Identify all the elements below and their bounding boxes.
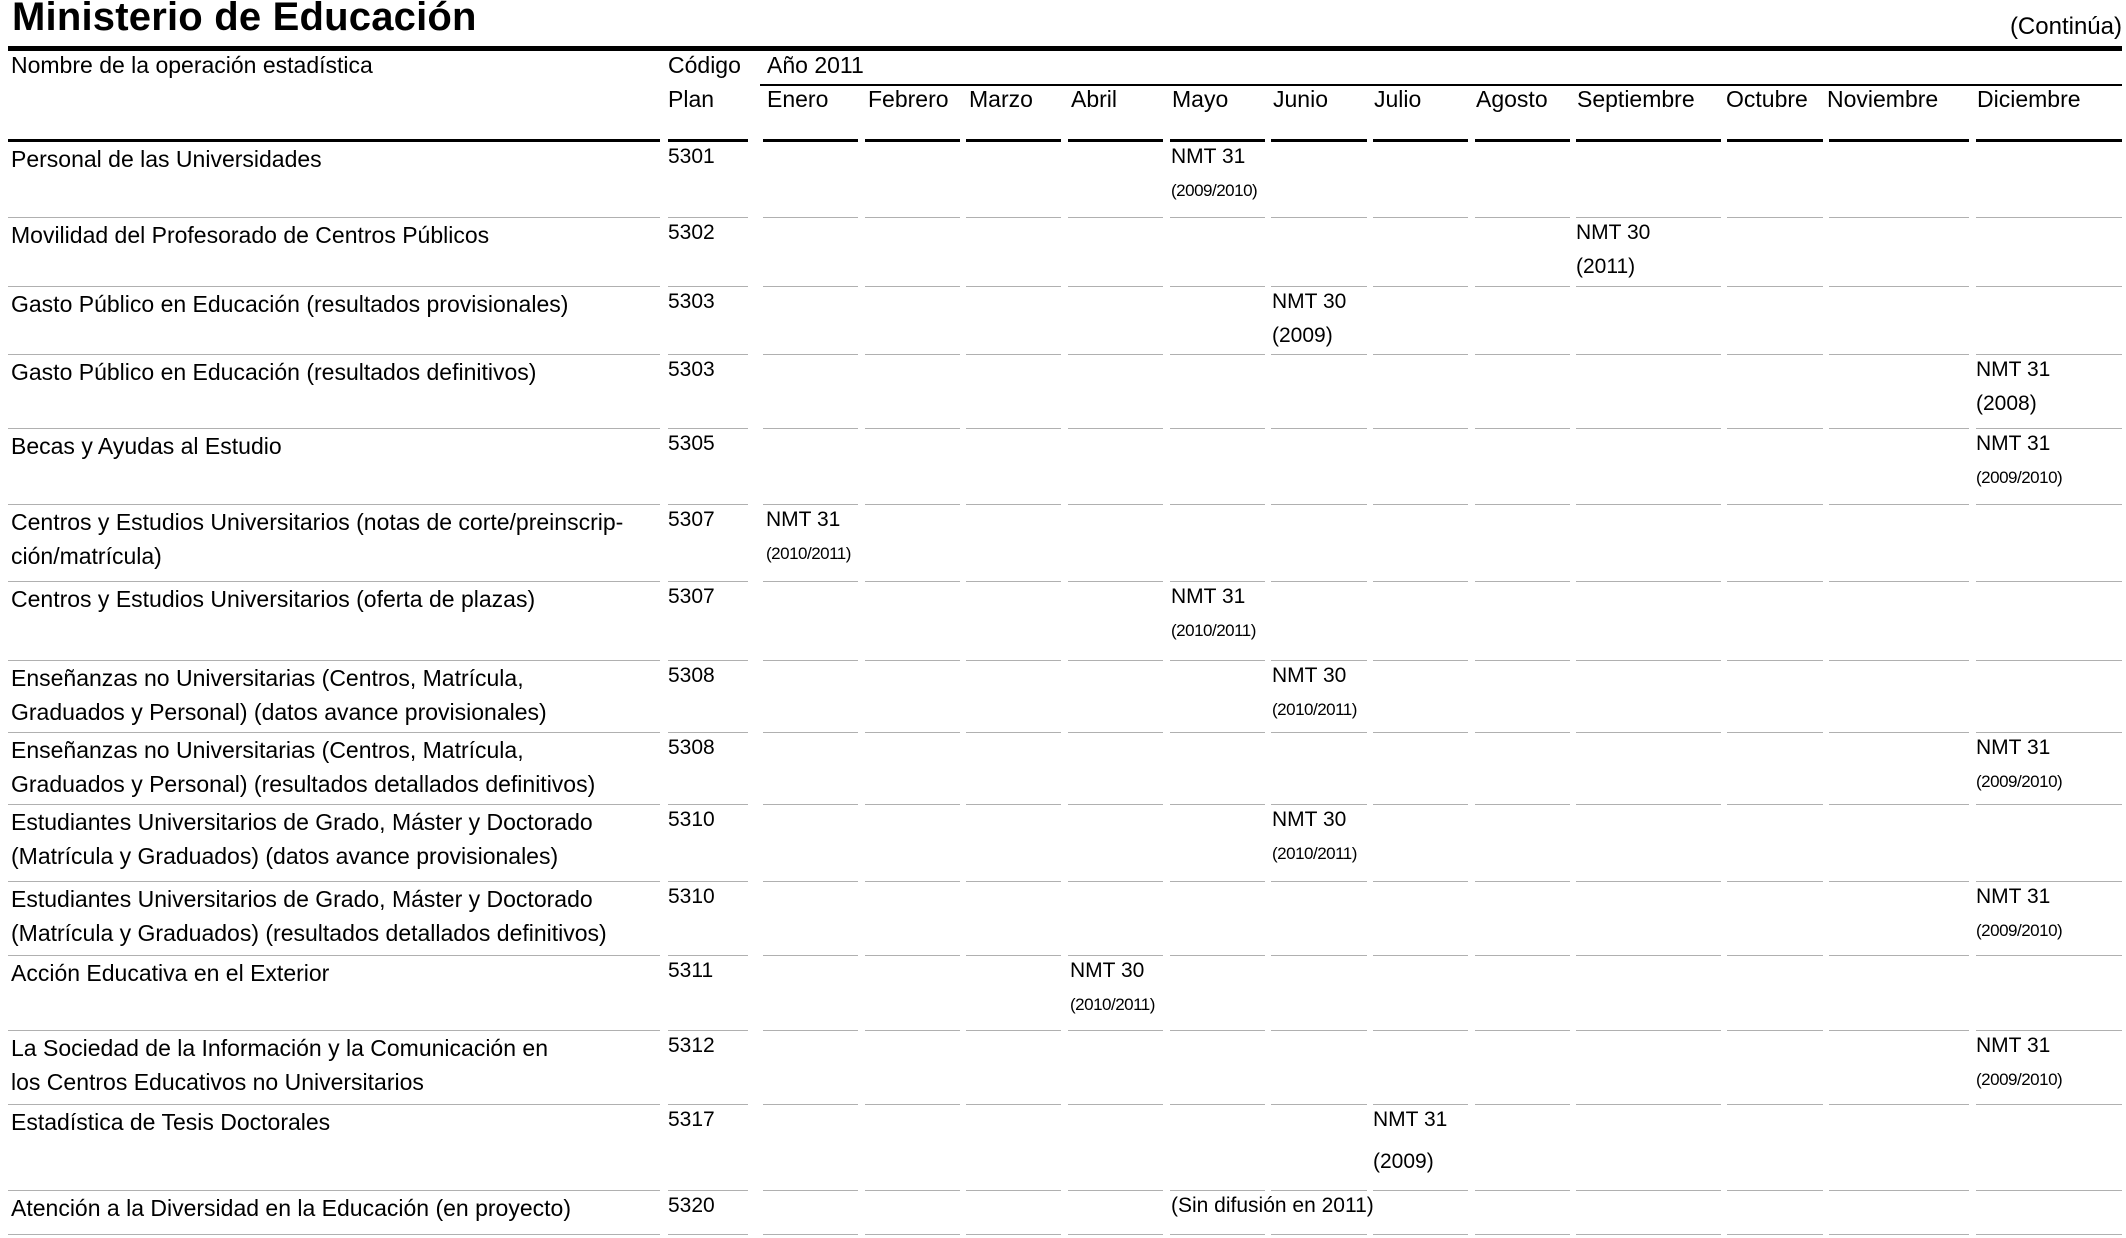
row-separator (865, 1030, 960, 1031)
plan-code: 5303 (668, 290, 715, 313)
row-separator (1373, 732, 1468, 733)
row-separator (1576, 660, 1721, 661)
row-separator (1373, 217, 1468, 218)
plan-code: 5311 (668, 959, 714, 982)
row-separator (1373, 581, 1468, 582)
reference-period: (2009/2010) (1976, 772, 2063, 791)
row-separator (966, 660, 1061, 661)
row-separator (1170, 804, 1265, 805)
row-separator (1576, 1030, 1721, 1031)
plan-code: 5312 (668, 1034, 715, 1057)
operation-name: Movilidad del Profesorado de Centros Públicos (11, 222, 490, 248)
month-header-9: Septiembre (1577, 86, 1695, 112)
row-separator (1271, 1030, 1367, 1031)
row-separator (1976, 804, 2122, 805)
publication-entry: NMT 30 (1272, 290, 1347, 313)
operation-name: Graduados y Personal) (datos avance provisionales) (11, 699, 547, 725)
row-separator (865, 1190, 960, 1191)
plan-code: 5320 (668, 1194, 715, 1217)
row-separator (1068, 1234, 1163, 1235)
reference-period: (2009) (1373, 1150, 1434, 1173)
row-separator (865, 881, 960, 882)
row-separator (1976, 955, 2122, 956)
row-separator (1373, 1190, 1468, 1191)
row-separator (865, 354, 960, 355)
month-header-12: Diciembre (1977, 86, 2081, 112)
row-separator (1373, 955, 1468, 956)
row-separator (1475, 354, 1570, 355)
row-separator (1475, 1030, 1570, 1031)
row-separator (1373, 354, 1468, 355)
row-separator (1829, 581, 1969, 582)
row-separator (1373, 1030, 1468, 1031)
row-separator (1727, 1030, 1823, 1031)
row-separator (1170, 1030, 1265, 1031)
operation-name: Centros y Estudios Universitarios (oferta de plazas) (11, 586, 536, 612)
operation-name: Graduados y Personal) (resultados detallados definitivos) (11, 771, 596, 797)
row-separator (763, 881, 858, 882)
plan-code: 5301 (668, 145, 715, 168)
month-header-8: Agosto (1476, 86, 1548, 112)
reference-period: (2010/2011) (766, 544, 851, 563)
row-separator (865, 732, 960, 733)
row-separator (1475, 1104, 1570, 1105)
row-separator (1068, 881, 1163, 882)
row-separator (1475, 217, 1570, 218)
row-separator (1576, 955, 1721, 956)
row-separator (1475, 804, 1570, 805)
row-separator (966, 1234, 1061, 1235)
row-separator (1976, 286, 2122, 287)
row-separator (1829, 1030, 1969, 1031)
month-header-7: Julio (1374, 86, 1422, 112)
row-separator (865, 286, 960, 287)
month-header-4: Abril (1071, 86, 1118, 112)
header-underline (1373, 139, 1468, 142)
row-separator (1170, 1234, 1265, 1235)
row-separator (1976, 217, 2122, 218)
reference-period: (2011) (1576, 255, 1636, 278)
plan-code: 5310 (668, 808, 715, 831)
operation-name: (Matrícula y Graduados) (datos avance provisionales) (11, 843, 559, 869)
month-header-5: Mayo (1172, 86, 1229, 112)
row-separator (1068, 354, 1163, 355)
row-separator (1576, 428, 1721, 429)
row-separator (763, 581, 858, 582)
row-separator (1271, 581, 1367, 582)
plan-code: 5303 (668, 358, 715, 381)
row-separator (763, 660, 858, 661)
row-separator (1068, 286, 1163, 287)
row-separator (1475, 1234, 1570, 1235)
row-separator (1727, 732, 1823, 733)
row-separator (1829, 1190, 1969, 1191)
header-underline (1475, 139, 1570, 142)
publication-entry: NMT 30 (1272, 664, 1347, 687)
row-separator (1727, 660, 1823, 661)
row-separator (865, 660, 960, 661)
month-header-3: Marzo (969, 86, 1033, 112)
row-separator (1271, 881, 1367, 882)
column-header-name: Nombre de la operación estadística (11, 52, 373, 78)
row-separator (1727, 955, 1823, 956)
row-separator (966, 1030, 1061, 1031)
row-separator (1373, 804, 1468, 805)
row-separator (1068, 804, 1163, 805)
row-separator (1373, 504, 1468, 505)
row-separator (1829, 217, 1969, 218)
publication-entry: NMT 31 (1171, 145, 1246, 168)
row-separator (1976, 1190, 2122, 1191)
publication-entry: NMT 30 (1272, 808, 1347, 831)
row-separator (1373, 286, 1468, 287)
reference-period: (2010/2011) (1272, 844, 1357, 863)
row-separator (966, 1190, 1061, 1191)
header-underline (763, 139, 858, 142)
row-separator (1373, 1234, 1468, 1235)
row-separator (1829, 1234, 1969, 1235)
row-separator (966, 581, 1061, 582)
row-separator (1068, 504, 1163, 505)
month-header-11: Noviembre (1827, 86, 1939, 112)
row-separator (1727, 428, 1823, 429)
row-separator (1576, 286, 1721, 287)
row-separator (1576, 354, 1721, 355)
row-separator (1068, 660, 1163, 661)
row-separator (1373, 660, 1468, 661)
row-separator (763, 1190, 858, 1191)
row-separator (1271, 504, 1367, 505)
publication-entry: NMT 31 (1976, 432, 2051, 455)
row-separator (865, 1234, 960, 1235)
row-separator (1727, 504, 1823, 505)
row-separator (865, 581, 960, 582)
row-separator (763, 1104, 858, 1105)
reference-period: (2010/2011) (1272, 700, 1357, 719)
row-separator (1829, 804, 1969, 805)
row-separator (966, 732, 1061, 733)
row-separator (1475, 428, 1570, 429)
row-separator (1829, 881, 1969, 882)
publication-entry: (Sin difusión en 2011) (1171, 1194, 1374, 1217)
row-separator (763, 1030, 858, 1031)
row-separator (1727, 1190, 1823, 1191)
operation-name: (Matrícula y Graduados) (resultados detallados definitivos) (11, 920, 607, 946)
row-separator (668, 1234, 748, 1235)
row-separator (1170, 354, 1265, 355)
row-separator (1170, 732, 1265, 733)
row-separator (1271, 428, 1367, 429)
reference-period: (2009/2010) (1976, 921, 2063, 940)
row-separator (1271, 217, 1367, 218)
publication-entry: NMT 30 (1576, 221, 1651, 244)
row-separator (1829, 504, 1969, 505)
row-separator (1576, 881, 1721, 882)
row-separator (1068, 1030, 1163, 1031)
row-separator (1170, 217, 1265, 218)
publication-entry: NMT 31 (1976, 736, 2051, 759)
row-separator (1976, 1234, 2122, 1235)
row-separator (763, 732, 858, 733)
row-separator (1727, 1234, 1823, 1235)
column-header-plan: Plan (668, 86, 715, 112)
operation-name: La Sociedad de la Información y la Comunicación en (11, 1035, 548, 1061)
row-separator (966, 428, 1061, 429)
month-header-1: Enero (767, 86, 829, 112)
reference-period: (2010/2011) (1171, 621, 1256, 640)
row-separator (1068, 732, 1163, 733)
header-underline (1271, 139, 1367, 142)
row-separator (1475, 881, 1570, 882)
row-separator (1829, 732, 1969, 733)
header-underline (1829, 139, 1969, 142)
row-separator (966, 217, 1061, 218)
operation-name: Estadística de Tesis Doctorales (11, 1109, 331, 1135)
continued-note: (Continúa) (2009, 13, 2122, 40)
row-separator (966, 881, 1061, 882)
row-separator (966, 286, 1061, 287)
row-separator (1170, 881, 1265, 882)
row-separator (1068, 217, 1163, 218)
row-separator (1829, 660, 1969, 661)
row-separator (1068, 1104, 1163, 1105)
row-separator (1727, 1104, 1823, 1105)
header-underline (865, 139, 960, 142)
month-header-6: Junio (1273, 86, 1328, 112)
reference-period: (2008) (1976, 392, 2037, 415)
row-separator (763, 1234, 858, 1235)
row-separator (1576, 581, 1721, 582)
row-separator (1727, 286, 1823, 287)
row-separator (1170, 428, 1265, 429)
row-separator (1976, 660, 2122, 661)
row-separator (763, 217, 858, 218)
row-separator (1475, 732, 1570, 733)
row-separator (1976, 581, 2122, 582)
publication-entry: NMT 31 (1373, 1108, 1448, 1131)
header-underline (966, 139, 1061, 142)
reference-period: (2009/2010) (1171, 181, 1258, 200)
row-separator (1727, 804, 1823, 805)
operation-name: los Centros Educativos no Universitarios (11, 1069, 424, 1095)
operation-name: Atención a la Diversidad en la Educación (en proyecto) (11, 1195, 571, 1221)
row-separator (1576, 1234, 1721, 1235)
row-separator (966, 1104, 1061, 1105)
header-underline (1976, 139, 2122, 142)
row-separator (966, 504, 1061, 505)
row-separator (1576, 504, 1721, 505)
row-separator (1727, 581, 1823, 582)
row-separator (1475, 955, 1570, 956)
publication-entry: NMT 31 (766, 508, 841, 531)
publication-entry: NMT 31 (1976, 1034, 2051, 1057)
operation-name: Estudiantes Universitarios de Grado, Máster y Doctorado (11, 886, 593, 912)
row-separator (1170, 504, 1265, 505)
plan-code: 5302 (668, 221, 715, 244)
row-separator (1271, 1104, 1367, 1105)
row-separator (1271, 955, 1367, 956)
row-separator (1373, 881, 1468, 882)
row-separator (763, 955, 858, 956)
plan-code: 5305 (668, 432, 715, 455)
row-separator (1271, 354, 1367, 355)
row-separator (865, 428, 960, 429)
publication-entry: NMT 31 (1976, 885, 2051, 908)
plan-code: 5310 (668, 885, 715, 908)
row-separator (763, 354, 858, 355)
row-separator (8, 1234, 660, 1235)
row-separator (1475, 286, 1570, 287)
column-header-code: Código (668, 52, 741, 78)
row-separator (1576, 804, 1721, 805)
row-separator (1068, 428, 1163, 429)
row-separator (1576, 1104, 1721, 1105)
row-separator (1829, 354, 1969, 355)
reference-period: (2009/2010) (1976, 1070, 2063, 1089)
header-underline (1068, 139, 1163, 142)
row-separator (1829, 1104, 1969, 1105)
row-separator (865, 955, 960, 956)
year-label: Año 2011 (767, 52, 864, 78)
row-separator (1373, 428, 1468, 429)
operation-name: Enseñanzas no Universitarias (Centros, Matrícula, (11, 737, 524, 763)
operation-name: Gasto Público en Educación (resultados definitivos) (11, 359, 537, 385)
page-title: Ministerio de Educación (12, 0, 477, 39)
row-separator (1068, 1190, 1163, 1191)
row-separator (1475, 504, 1570, 505)
plan-code: 5308 (668, 664, 715, 687)
row-separator (763, 428, 858, 429)
plan-code: 5307 (668, 508, 715, 531)
operation-name: Enseñanzas no Universitarias (Centros, Matrícula, (11, 665, 524, 691)
row-separator (1976, 1104, 2122, 1105)
plan-code: 5308 (668, 736, 715, 759)
row-separator (763, 804, 858, 805)
row-separator (966, 354, 1061, 355)
reference-period: (2009/2010) (1976, 468, 2063, 487)
row-separator (1829, 286, 1969, 287)
row-separator (1829, 955, 1969, 956)
operation-name: ción/matrícula) (11, 543, 162, 569)
row-separator (1170, 955, 1265, 956)
row-separator (865, 804, 960, 805)
operation-name: Becas y Ayudas al Estudio (11, 433, 282, 459)
row-separator (1829, 428, 1969, 429)
row-separator (1170, 286, 1265, 287)
plan-code: 5317 (668, 1108, 715, 1131)
operation-name: Gasto Público en Educación (resultados provisionales) (11, 291, 569, 317)
publication-entry: NMT 31 (1976, 358, 2051, 381)
operation-name: Acción Educativa en el Exterior (11, 960, 330, 986)
reference-period: (2009) (1272, 324, 1333, 347)
row-separator (1170, 1104, 1265, 1105)
row-separator (1271, 1234, 1367, 1235)
publication-entry: NMT 31 (1171, 585, 1246, 608)
header-underline (1727, 139, 1823, 142)
row-separator (1475, 1190, 1570, 1191)
month-header-2: Febrero (868, 86, 949, 112)
row-separator (865, 217, 960, 218)
row-separator (966, 804, 1061, 805)
operation-name: Centros y Estudios Universitarios (notas de corte/preinscrip- (11, 509, 624, 535)
operation-name: Estudiantes Universitarios de Grado, Máster y Doctorado (11, 809, 593, 835)
publication-entry: NMT 30 (1070, 959, 1145, 982)
row-separator (1170, 660, 1265, 661)
row-separator (1727, 354, 1823, 355)
row-separator (1271, 732, 1367, 733)
row-separator (1727, 217, 1823, 218)
row-separator (1068, 581, 1163, 582)
header-underline (1576, 139, 1721, 142)
row-separator (1576, 1190, 1721, 1191)
operation-name: Personal de las Universidades (11, 146, 322, 172)
reference-period: (2010/2011) (1070, 995, 1155, 1014)
row-separator (1727, 881, 1823, 882)
row-separator (865, 504, 960, 505)
row-separator (966, 955, 1061, 956)
plan-code: 5307 (668, 585, 715, 608)
row-separator (1976, 504, 2122, 505)
row-separator (1475, 660, 1570, 661)
row-separator (763, 286, 858, 287)
row-separator (1475, 581, 1570, 582)
row-separator (1576, 732, 1721, 733)
row-separator (865, 1104, 960, 1105)
month-header-10: Octubre (1726, 86, 1808, 112)
